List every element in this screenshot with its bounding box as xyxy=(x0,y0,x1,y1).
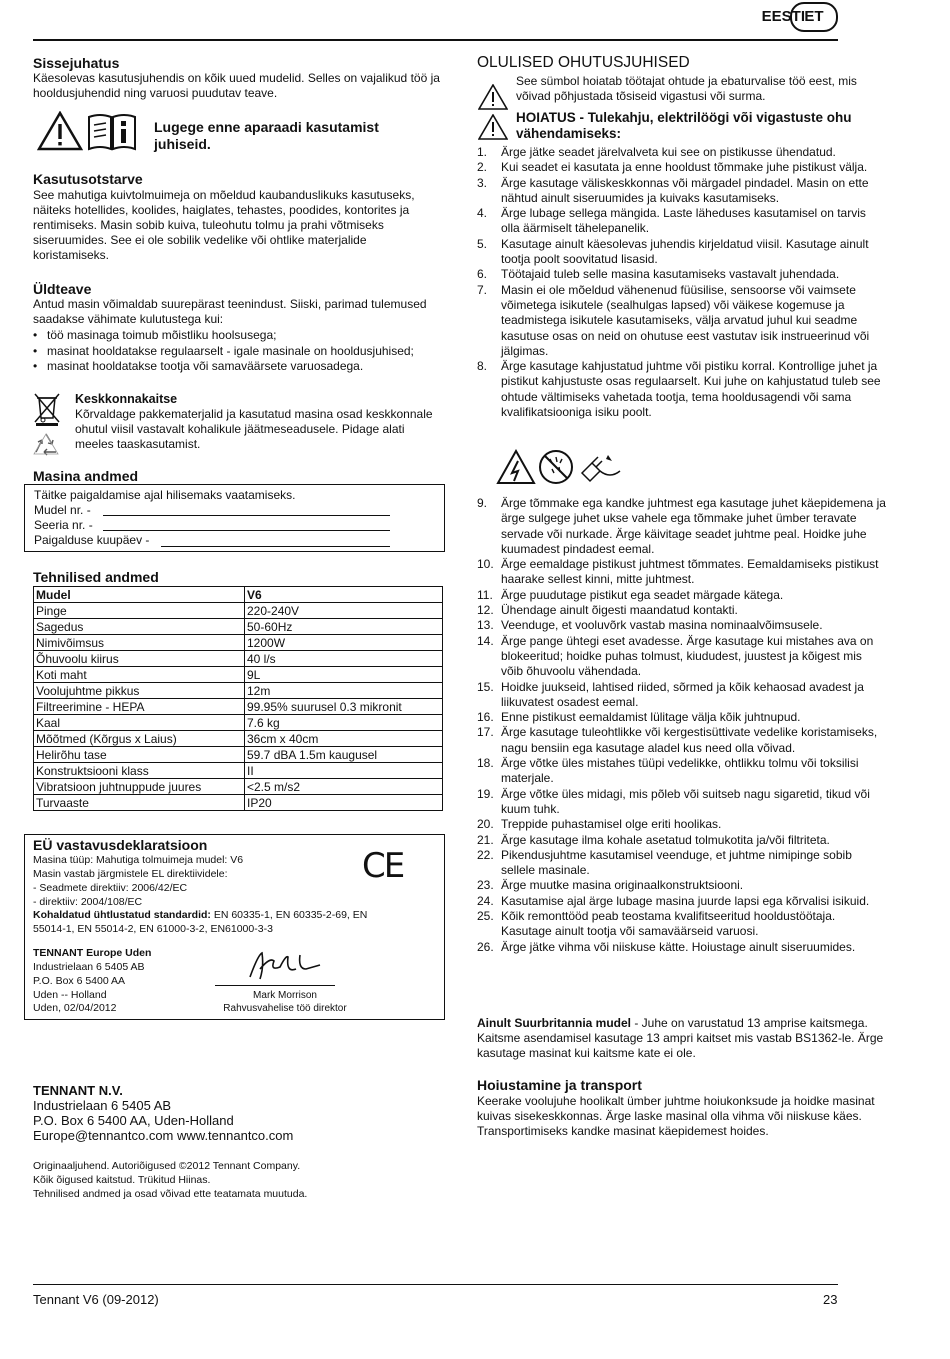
item-number: 18. xyxy=(477,756,494,771)
general-text: Antud masin võimaldab suurepärast teenindust. Siiski, parimad tulemused saadakse vähimate kulutustega kui: xyxy=(33,297,427,326)
copyright-line: Tehnilised andmed ja osad võivad ette teatamata muutuda. xyxy=(33,1188,308,1200)
copyright-line: Kõik õigused kaitstud. Trükitud Hiinas. xyxy=(33,1174,211,1186)
declaration-company: TENNANT Europe Uden xyxy=(33,947,152,959)
storage-text: Keerake voolujuhe hoolikalt ümber juhtme hoiukonksude ja hoidke masinat kuivas sisekeskkonnas. Ärge laske masinal olla vihma või niiskuse käes. Transportimiseks kandke masinat käepidemest hoides. xyxy=(477,1094,875,1138)
list-item xyxy=(477,710,887,725)
table-row xyxy=(34,795,443,811)
environment-title: Keskkonnakaitse xyxy=(75,392,178,406)
declaration-line: - direktiiv: 2004/108/EC xyxy=(33,896,143,908)
item-text: Ärge jätke seadet järelvalveta kui see on pistikusse ühendatud. xyxy=(501,145,836,159)
declaration-line: Masina tüüp: Mahutiga tolmuimeja mudel: V6 xyxy=(33,854,244,866)
copyright-line: Originaaljuhend. Autoriõigused ©2012 Tennant Company. xyxy=(33,1160,301,1172)
item-text: Ärge kasutage kahjustatud juhtme või pistiku korral. Kontrollige juhet ja pistikut kahjustuste osas regulaarselt. Kui juhe on kahjustatud tuleb see ohtude vältimiseks vahetada tootja, tema hooldusagendi või sama kvalifikatsiooniga isiku poolt. xyxy=(501,359,881,420)
table-row xyxy=(34,603,443,619)
table-row xyxy=(34,619,443,635)
list-item xyxy=(477,206,887,237)
item-number: 1. xyxy=(477,145,488,159)
serial-field-line[interactable] xyxy=(103,530,390,531)
safety-title: OLULISED OHUTUSJUHISED xyxy=(477,54,690,71)
spec-label: Sagedus xyxy=(34,619,245,635)
item-text: Pikendusjuhtme kasutamisel veenduge, et juhtme nimipinge sobib sellele masinale. xyxy=(501,847,852,878)
item-number: 14. xyxy=(477,633,494,648)
table-row xyxy=(34,779,443,795)
item-text: Ärge pange ühtegi eset avadesse. Ärge kasutage kui mistahes ava on blokeeritud; hoidke puhas tolmust, kiududest, juustest ja kõigest mis võib õhuvoolu vähendada. xyxy=(501,633,874,679)
item-text: Kui seadet ei kasutata ja enne hooldust tõmmake juhe pistikust välja. xyxy=(501,160,868,175)
table-row xyxy=(34,715,443,731)
list-item xyxy=(477,145,887,160)
item-number: 24. xyxy=(477,893,494,908)
spec-label: Koti maht xyxy=(34,667,245,683)
item-number: 15. xyxy=(477,679,494,694)
item-number: 10. xyxy=(477,557,494,572)
item-text: Kasutage ainult käesolevas juhendis kirjeldatud viisil. Kasutage ainult tootja poolt soovitatud lisasid. xyxy=(501,236,869,267)
item-text: Ärge jätke vihma või niiskuse kätte. Hoiustage ainult siseruumides. xyxy=(501,939,856,954)
machine-data-box xyxy=(24,484,445,552)
spec-value: 40 l/s xyxy=(245,651,443,667)
table-row xyxy=(34,699,443,715)
item-number: 9. xyxy=(477,496,488,510)
list-item xyxy=(477,894,887,909)
item-number: 4. xyxy=(477,206,488,221)
item-text: Ärge kasutage väliskeskkonnas või märgadel pindadel. Masin on ette nähtud ainult siseruumides ja kuivaks kasutamiseks. xyxy=(501,175,869,205)
tennant-name: TENNANT N.V. xyxy=(33,1083,123,1098)
item-number: 7. xyxy=(477,282,488,297)
read-notice: Lugege enne aparaadi kasutamist juhiseid. xyxy=(154,119,379,152)
list-item xyxy=(477,176,887,207)
declaration-title: EÜ vastavusdeklaratsioon xyxy=(33,837,208,853)
list-item xyxy=(477,940,887,955)
item-number: 19. xyxy=(477,786,494,801)
item-number: 22. xyxy=(477,847,494,862)
spec-value: 220-240V xyxy=(245,603,443,619)
item-number: 3. xyxy=(477,175,488,190)
item-text: Ärge võtke üles mistahes tüüpi vedelikke, ohtlikku tolmu või toksilisi materjale. xyxy=(501,756,859,786)
list-item xyxy=(477,588,887,603)
item-number: 11. xyxy=(477,587,493,602)
declaration-line: Masin vastab järgmistele EL direktiividele: xyxy=(33,868,228,880)
spec-value: 36cm x 40cm xyxy=(245,731,443,747)
uk-model-label: Ainult Suurbritannia mudel xyxy=(477,1016,632,1030)
list-item xyxy=(477,817,887,832)
safety-list-b xyxy=(477,496,887,955)
spec-label: Konstruktsiooni klass xyxy=(34,763,245,779)
tennant-address: Industrielaan 6 5405 AB xyxy=(33,1098,172,1113)
spec-label: Voolujuhtme pikkus xyxy=(34,683,245,699)
install-date-field-line[interactable] xyxy=(161,546,390,547)
install-date-label: Paigalduse kuupäev - xyxy=(34,533,150,547)
spec-label: Õhuvoolu kiirus xyxy=(34,651,245,667)
item-text: Masin ei ole mõeldud vähenenud füüsilise, sensoorse või vaimsete võimetega isikutele (sealhulgas lapsed) või väikese kogemuse ja teadmistega isikutele kasutamiseks, välja arvatud juhul kui seadme kasutuse osas on neid on ohutuse eest vastutav isik instrueerinud või jälgimas. xyxy=(501,282,870,358)
declaration-line: - Seadmete direktiiv: 2006/42/EC xyxy=(33,882,188,894)
list-item xyxy=(477,359,887,420)
spec-label: Pinge xyxy=(34,603,245,619)
item-text: Ärge kasutage ilma kohale asetatud tolmukotita ja/või filtriteta. xyxy=(501,832,830,847)
list-item xyxy=(477,160,887,175)
technical-title: Tehnilised andmed xyxy=(33,569,159,585)
plug-icon xyxy=(578,449,624,485)
spec-label: Mudel xyxy=(34,587,245,603)
standards-text: EN 60335-1, EN 60335-2-69, EN 55014-1, EN 55014-2, EN 61000-3-2, EN61000-3-3 xyxy=(33,909,368,935)
item-text: Ärge võtke üles midagi, mis põleb või suitseb nagu sigaretid, tikud või kuum tuhk. xyxy=(501,786,870,816)
declaration-standards xyxy=(33,909,393,936)
declaration-address: Uden, 02/04/2012 xyxy=(33,1002,117,1014)
technical-table xyxy=(33,586,443,811)
general-title: Üldteave xyxy=(33,281,92,297)
list-item xyxy=(477,909,887,940)
item-text: Ärge lubage sellega mängida. Laste läheduses kasutamisel on tarvis olla äärmiselt tähelepanelik. xyxy=(501,206,866,236)
warning-triangle-icon xyxy=(37,111,83,151)
item-text: Ärge kasutage tuleohtlikke või kergestisüttivate vedelike koristamiseks, nagu bensiin ega kasutage aladel kus need olla võivad. xyxy=(501,725,878,755)
item-text: Hoidke juukseid, lahtised riided, sõrmed ja kõik kehaosad avadest ja liikuvatest osadest eemal. xyxy=(501,679,864,709)
table-row xyxy=(34,667,443,683)
safety-symbol-text: See sümbol hoiatab töötajat ohtude ja ebaturvalise töö eest, mis võivad põhjustada tõsiseid vigastusi või surma. xyxy=(516,74,857,103)
item-text: Veenduge, et vooluvõrk vastab masina nominaalvõimsusele. xyxy=(501,618,823,633)
list-item xyxy=(477,618,887,633)
list-item xyxy=(477,557,887,588)
environment-text: Kõrvaldage pakkematerjalid ja kasutatud masina osad keskkonnale ohutul viisil vastavalt kohalikule jäätmeseadusele. Pidage alati meeles taaskasutamist. xyxy=(75,407,433,451)
uk-model-text: - Juhe on varustatud 13 amprise kaitsmega. Kaitsme asendamisel kasutage 13 ampri kaitset mis vastab BS1362-le. Ärge kasutage masinat kui kaitsme kate ei ole. xyxy=(477,1016,884,1060)
model-label: Mudel nr. - xyxy=(34,503,91,517)
footer-doc-id: Tennant V6 (09-2012) xyxy=(33,1292,159,1307)
list-item: • masinat hooldatakse tootja või samaväärsete varuosadega. xyxy=(33,359,453,375)
ce-mark-icon: CE xyxy=(362,846,404,886)
declaration-box xyxy=(24,834,445,1020)
spec-value: IP20 xyxy=(245,795,443,811)
spec-value: <2.5 m/s2 xyxy=(245,779,443,795)
item-text: Ühendage ainult õigesti maandatud kontakti. xyxy=(501,603,738,618)
table-row xyxy=(34,651,443,667)
declaration-address: Industrielaan 6 5405 AB xyxy=(33,961,145,973)
list-item xyxy=(477,756,887,787)
declaration-address: P.O. Box 6 5400 AA xyxy=(33,975,126,987)
table-row xyxy=(34,763,443,779)
spec-value: 9L xyxy=(245,667,443,683)
spec-label: Nimivõimsus xyxy=(34,635,245,651)
spec-value: 50-60Hz xyxy=(245,619,443,635)
spec-value: V6 xyxy=(245,587,443,603)
spec-value: II xyxy=(245,763,443,779)
spec-label: Vibratsioon juhtnuppude juures xyxy=(34,779,245,795)
safety-list-a xyxy=(477,145,887,420)
list-item xyxy=(477,603,887,618)
list-item xyxy=(477,496,887,557)
standards-label: Kohaldatud ühtlustatud standardid: xyxy=(33,909,211,921)
item-text: Kõik remonttööd peab teostama kvalifitseeritud hooldustöötaja. Kasutage ainult tootja või samaväärseid varuosi. xyxy=(501,909,836,939)
list-item xyxy=(477,283,887,359)
item-text: Töötajaid tuleb selle masina kasutamiseks vastavalt juhendada. xyxy=(501,267,840,282)
serial-label: Seeria nr. - xyxy=(34,518,93,532)
table-row xyxy=(34,587,443,603)
table-row xyxy=(34,635,443,651)
spec-label: Helirõhu tase xyxy=(34,747,245,763)
intro-title: Sissejuhatus xyxy=(33,55,120,71)
general-bullets xyxy=(33,328,453,375)
spec-value: 7.6 kg xyxy=(245,715,443,731)
weee-bin-icon xyxy=(33,392,61,426)
item-text: Ärge eemaldage pistikust juhtmest tõmmates. Eemaldamiseks pistikust haarake sellest kinni, mitte juhtmest. xyxy=(501,557,879,587)
item-text: Ärge tõmmake ega kandke juhtmest ega kasutage juhet käepidemena ja ärge sulgege juhet ukse vahele ega tõmmake juhet ümber teravate servade või nurkade. Ärge käivitage seadet juhtme peal. Hoidke juhe kuumadest pindadest eemal. xyxy=(501,496,886,556)
spec-value: 1200W xyxy=(245,635,443,651)
item-text: Enne pistikust eemaldamist lülitage välja kõik juhtnupud. xyxy=(501,710,801,725)
usage-text: See mahutiga kuivtolmuimeja on mõeldud kaubanduslikuks kasutuseks, näiteks hotellides, koolides, haiglates, tehastes, poodides, kontorites ja rentimiseks. Masin sobib kuiva, tuleohutu tolmu ja prahi võtmiseks siseruumides. See ei ole sobilik vedelike või ohtlike materjalide koristamiseks. xyxy=(33,188,415,262)
item-number: 26. xyxy=(477,939,494,954)
footer-rule xyxy=(33,1284,838,1285)
table-row xyxy=(34,731,443,747)
item-number: 20. xyxy=(477,817,494,832)
warning-triangle-icon xyxy=(478,84,508,110)
warning-triangle-icon xyxy=(478,114,508,140)
item-text: Kasutamise ajal ärge lubage masina juurde lapsi ega kõrvalisi isikuid. xyxy=(501,893,870,908)
list-item xyxy=(477,848,887,879)
list-item xyxy=(477,680,887,711)
no-water-icon xyxy=(538,449,574,485)
tennant-address: P.O. Box 6 5400 AA, Uden-Holland xyxy=(33,1113,234,1128)
uk-model-note xyxy=(477,1016,887,1061)
spec-value: 12m xyxy=(245,683,443,699)
signature xyxy=(240,947,340,985)
item-text: Treppide puhastamisel olge eriti hoolikas. xyxy=(501,817,722,832)
item-number: 16. xyxy=(477,710,494,725)
language-code-badge: ET xyxy=(790,2,838,32)
intro-text: Käesolevas kasutusjuhendis on kõik uued mudelid. Selles on vajalikud töö ja hooldusjuhendid ning varuosi puudutav teave. xyxy=(33,71,440,100)
item-number: 21. xyxy=(477,832,494,847)
spec-label: Kaal xyxy=(34,715,245,731)
item-number: 25. xyxy=(477,909,494,924)
list-item xyxy=(477,787,887,818)
list-item xyxy=(477,878,887,893)
spec-value: 99.95% suurusel 0.3 mikronit xyxy=(245,699,443,715)
header-rule xyxy=(33,39,838,41)
item-number: 8. xyxy=(477,359,488,374)
declaration-address: Uden -- Holland xyxy=(33,989,107,1001)
storage-title: Hoiustamine ja transport xyxy=(477,1077,642,1093)
list-item xyxy=(477,267,887,282)
warning-title: HOIATUS - Tulekahju, elektrilöögi või vigastuste ohu vähendamiseks: xyxy=(516,110,852,141)
machine-data-title: Masina andmed xyxy=(33,468,139,484)
model-field-line[interactable] xyxy=(103,515,390,516)
item-number: 12. xyxy=(477,603,494,618)
item-number: 6. xyxy=(477,267,488,282)
recycle-icon xyxy=(32,432,60,458)
list-item: • töö masinaga toimub mõistliku hoolsusega; xyxy=(33,328,453,344)
spec-label: Filtreerimine - HEPA xyxy=(34,699,245,715)
list-item xyxy=(477,833,887,848)
spec-label: Mõõtmed (Kõrgus x Laius) xyxy=(34,731,245,747)
machine-data-intro: Täitke paigaldamise ajal hilisemaks vaatamiseks. xyxy=(34,488,296,502)
signer-name: Mark Morrison xyxy=(253,990,317,1001)
table-row xyxy=(34,747,443,763)
spec-label: Turvaaste xyxy=(34,795,245,811)
spec-value: 59.7 dBA 1.5m kaugusel xyxy=(245,747,443,763)
signature-line xyxy=(215,985,335,986)
tennant-contact[interactable]: Europe@tennantco.com www.tennantco.com xyxy=(33,1128,294,1143)
list-item: • masinat hooldatakse regulaarselt - igale masinale on hooldusjuhised; xyxy=(33,344,453,360)
page-number: 23 xyxy=(823,1292,838,1307)
manual-info-icon xyxy=(86,111,138,151)
list-item xyxy=(477,237,887,268)
signer-title: Rahvusvahelise töö direktor xyxy=(223,1003,347,1014)
item-number: 13. xyxy=(477,618,494,633)
item-text: Ärge muutke masina originaalkonstruktsiooni. xyxy=(501,878,744,893)
language-label: EESTI xyxy=(761,8,805,25)
electric-shock-icon xyxy=(496,449,536,485)
table-row xyxy=(34,683,443,699)
list-item xyxy=(477,725,887,756)
item-number: 23. xyxy=(477,878,494,893)
item-text: Ärge puudutage pistikut ega seadet märgade kätega. xyxy=(501,587,784,602)
item-number: 2. xyxy=(477,160,488,175)
item-number: 17. xyxy=(477,725,494,740)
usage-title: Kasutusotstarve xyxy=(33,171,143,187)
item-number: 5. xyxy=(477,236,488,251)
list-item xyxy=(477,634,887,680)
